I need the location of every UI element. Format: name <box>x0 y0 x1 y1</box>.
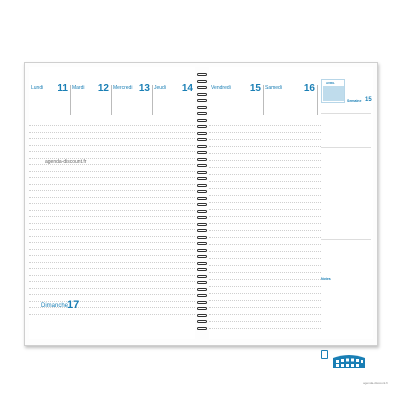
hour-row <box>29 125 195 126</box>
hour-row <box>29 132 195 133</box>
watermark-text: agenda-discount.fr <box>45 159 87 165</box>
day-column-vendredi <box>209 85 264 115</box>
hour-row <box>209 132 321 133</box>
spiral-coil <box>197 210 207 213</box>
hour-row <box>29 151 195 152</box>
hour-row <box>209 244 321 245</box>
spiral-coil <box>197 327 207 330</box>
spiral-coil <box>197 229 207 232</box>
hour-row <box>29 210 195 211</box>
spiral-coil <box>197 190 207 193</box>
day-column-mercredi <box>111 85 153 115</box>
hour-row <box>209 209 321 210</box>
hour-row <box>29 223 195 224</box>
hour-row <box>29 171 195 172</box>
hour-row <box>209 293 321 294</box>
hour-row <box>29 197 195 198</box>
hour-row <box>209 125 321 126</box>
hour-row <box>209 202 321 203</box>
sunday-number: 17 <box>67 299 80 311</box>
day-number: 12 <box>97 83 109 94</box>
hour-row <box>209 139 321 140</box>
spiral-coil <box>197 132 207 135</box>
hour-row <box>29 281 195 282</box>
hour-row <box>209 174 321 175</box>
hour-row <box>209 146 321 147</box>
spiral-coil <box>197 106 207 109</box>
spiral-coil <box>197 151 207 154</box>
hour-row <box>209 230 321 231</box>
mini-calendar <box>321 79 345 103</box>
hour-row <box>209 160 321 161</box>
hour-row <box>29 249 195 250</box>
spiral-binding <box>197 73 207 335</box>
hour-row <box>209 272 321 273</box>
hour-row <box>209 258 321 259</box>
mini-calendar-cell <box>341 98 344 101</box>
hour-row <box>29 184 195 185</box>
spiral-coil <box>197 145 207 148</box>
sunday-name: Dimanche <box>41 303 69 309</box>
hour-row <box>29 236 195 237</box>
spiral-coil <box>197 73 207 76</box>
hour-row <box>209 307 321 308</box>
spiral-coil <box>197 184 207 187</box>
hour-row <box>29 216 195 217</box>
hour-row <box>209 195 321 196</box>
notes-label: Notes <box>321 277 331 281</box>
spiral-coil <box>197 164 207 167</box>
hour-row <box>29 145 195 146</box>
agenda-spread <box>24 62 378 346</box>
spiral-coil <box>197 177 207 180</box>
hour-row <box>209 328 321 329</box>
day-name: Samedi <box>265 85 282 91</box>
spiral-coil <box>197 301 207 304</box>
day-column-jeudi <box>152 85 195 115</box>
spiral-coil <box>197 262 207 265</box>
day-number: 16 <box>303 83 315 94</box>
spiral-coil <box>197 158 207 161</box>
spiral-coil <box>197 249 207 252</box>
spiral-coil <box>197 320 207 323</box>
left-page <box>29 67 195 339</box>
spiral-coil <box>197 294 207 297</box>
spiral-coil <box>197 242 207 245</box>
hour-row <box>29 203 195 204</box>
spiral-coil <box>197 216 207 219</box>
semaine-number: 15 <box>365 97 372 103</box>
hour-row <box>29 268 195 269</box>
hour-row <box>209 188 321 189</box>
day-name: Vendredi <box>211 85 231 91</box>
hour-row <box>209 167 321 168</box>
day-number: 13 <box>138 83 150 94</box>
hour-row <box>29 138 195 139</box>
spiral-coil <box>197 112 207 115</box>
spiral-coil <box>197 197 207 200</box>
hour-row <box>29 288 195 289</box>
hour-row <box>29 242 195 243</box>
spiral-coil <box>197 255 207 258</box>
hour-row <box>209 251 321 252</box>
day-column-samedi <box>263 85 318 115</box>
right-page <box>209 67 373 339</box>
hour-row <box>209 314 321 315</box>
corner-watermark: agenda-discount.fr <box>363 381 388 385</box>
spiral-coil <box>197 125 207 128</box>
spiral-coil <box>197 236 207 239</box>
hour-row <box>209 223 321 224</box>
hour-row <box>209 181 321 182</box>
hour-row <box>29 177 195 178</box>
day-number: 11 <box>57 83 68 94</box>
spiral-coil <box>197 268 207 271</box>
hour-row <box>29 229 195 230</box>
hour-row <box>209 216 321 217</box>
hour-row <box>29 190 195 191</box>
spiral-coil <box>197 99 207 102</box>
hour-row <box>209 153 321 154</box>
day-name: Lundi <box>31 85 44 91</box>
spiral-coil <box>197 138 207 141</box>
hour-row <box>29 301 195 302</box>
spiral-coil <box>197 275 207 278</box>
spiral-coil <box>197 281 207 284</box>
hour-row <box>209 321 321 322</box>
hour-row <box>29 255 195 256</box>
hour-row <box>209 279 321 280</box>
hour-row <box>209 265 321 266</box>
day-number: 14 <box>181 83 193 94</box>
phone-icon <box>321 350 328 359</box>
day-name: Jeudi <box>154 85 166 91</box>
day-name: Mardi <box>72 85 85 91</box>
day-column-mardi <box>70 85 112 115</box>
hour-row <box>29 314 195 315</box>
hour-row <box>209 286 321 287</box>
hour-row <box>209 237 321 238</box>
semaine-label: Semaine <box>347 99 362 103</box>
colosseum-icon <box>331 353 367 369</box>
day-number: 15 <box>249 83 261 94</box>
spiral-coil <box>197 93 207 96</box>
spiral-coil <box>197 80 207 83</box>
day-name: Mercredi <box>113 85 133 91</box>
hour-row <box>29 262 195 263</box>
day-column-lundi <box>29 85 71 115</box>
hour-row <box>29 275 195 276</box>
spiral-coil <box>197 314 207 317</box>
spiral-coil <box>197 203 207 206</box>
spiral-coil <box>197 119 207 122</box>
spiral-coil <box>197 171 207 174</box>
hour-row <box>29 294 195 295</box>
spiral-coil <box>197 223 207 226</box>
hour-row <box>209 300 321 301</box>
spiral-coil <box>197 307 207 310</box>
spiral-coil <box>197 288 207 291</box>
spiral-coil <box>197 86 207 89</box>
mini-calendar-month: AVRIL <box>326 81 335 85</box>
